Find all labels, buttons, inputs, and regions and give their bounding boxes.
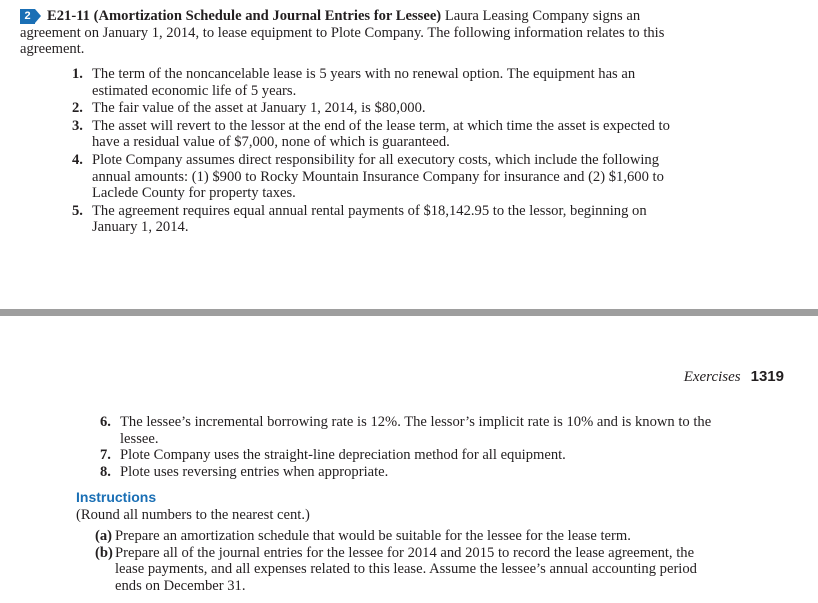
part-text: Prepare all of the journal entries for the lessee for 2014 and 2015 to record the lease agreement, the lease payments, and all expenses related to this lease. Assume the lessee’s annual accounting period ends on December 31. [115,544,697,594]
problem-intro: Laura Leasing Company signs an agreement on January 1, 2014, to lease equipment to Plote Company. The following information relates to this agreement. [20,8,665,58]
list-item [100,464,722,481]
item-number: 4. [72,151,83,168]
list-item [95,545,723,595]
item-text: Plote Company uses the straight-line depreciation method for all equipment. [120,447,566,464]
item-number: 1. [72,66,83,82]
item-number: 3. [72,117,83,134]
list-item [72,66,692,99]
item-number: 5. [72,202,83,219]
difficulty-badge: 2 [20,9,35,24]
list-item [95,528,723,545]
instructions-list [95,528,723,594]
item-text: The agreement requires equal annual rental payments of $18,142.95 to the lessor, beginning on January 1, 2014. [92,202,647,236]
page-number: 1319 [750,368,784,385]
item-number: 6. [100,414,111,430]
item-text: The fair value of the asset at January 1, 2014, is $80,000. [92,100,426,117]
instructions-heading: Instructions [76,489,157,505]
item-number: 2. [72,100,83,117]
list-item [100,414,722,447]
item-text: The term of the noncancelable lease is 5 years with no renewal option. The equipment has an estimated economic life of 5 years. [92,66,636,99]
info-list-page1 [72,66,692,237]
item-number: 7. [100,447,111,464]
part-label: (a) [95,528,113,544]
list-item [72,118,692,151]
item-text: Plote uses reversing entries when appropriate. [120,463,389,480]
list-item [72,203,692,236]
info-list-page2 [100,414,722,480]
running-head [684,368,784,386]
problem-title: E21-11 (Amortization Schedule and Journal Entries for Lessee) [47,8,442,24]
problem-header [20,8,700,58]
item-number: 8. [100,463,111,480]
item-text: The asset will revert to the lessor at the end of the lease term, at which time the asset is expected to have a residual value of $7,000, none of which is guaranteed. [92,117,670,151]
page-divider [0,309,818,316]
list-item [72,152,692,202]
list-item [100,447,722,464]
part-label: (b) [95,544,113,561]
part-text: Prepare an amortization schedule that would be suitable for the lessee for the lease term. [115,528,631,544]
section-title: Exercises [683,369,741,385]
item-text: The lessee’s incremental borrowing rate is 12%. The lessor’s implicit rate is 10% and is known to the lessee. [120,414,712,447]
instructions-note: (Round all numbers to the nearest cent.) [76,507,310,523]
list-item [72,100,692,117]
item-text: Plote Company assumes direct responsibility for all executory costs, which include the following annual amounts: (1) $900 to Rocky Mountain Insurance Company for insurance and (2) $1,600 to Laclede County for property taxes. [92,151,664,202]
